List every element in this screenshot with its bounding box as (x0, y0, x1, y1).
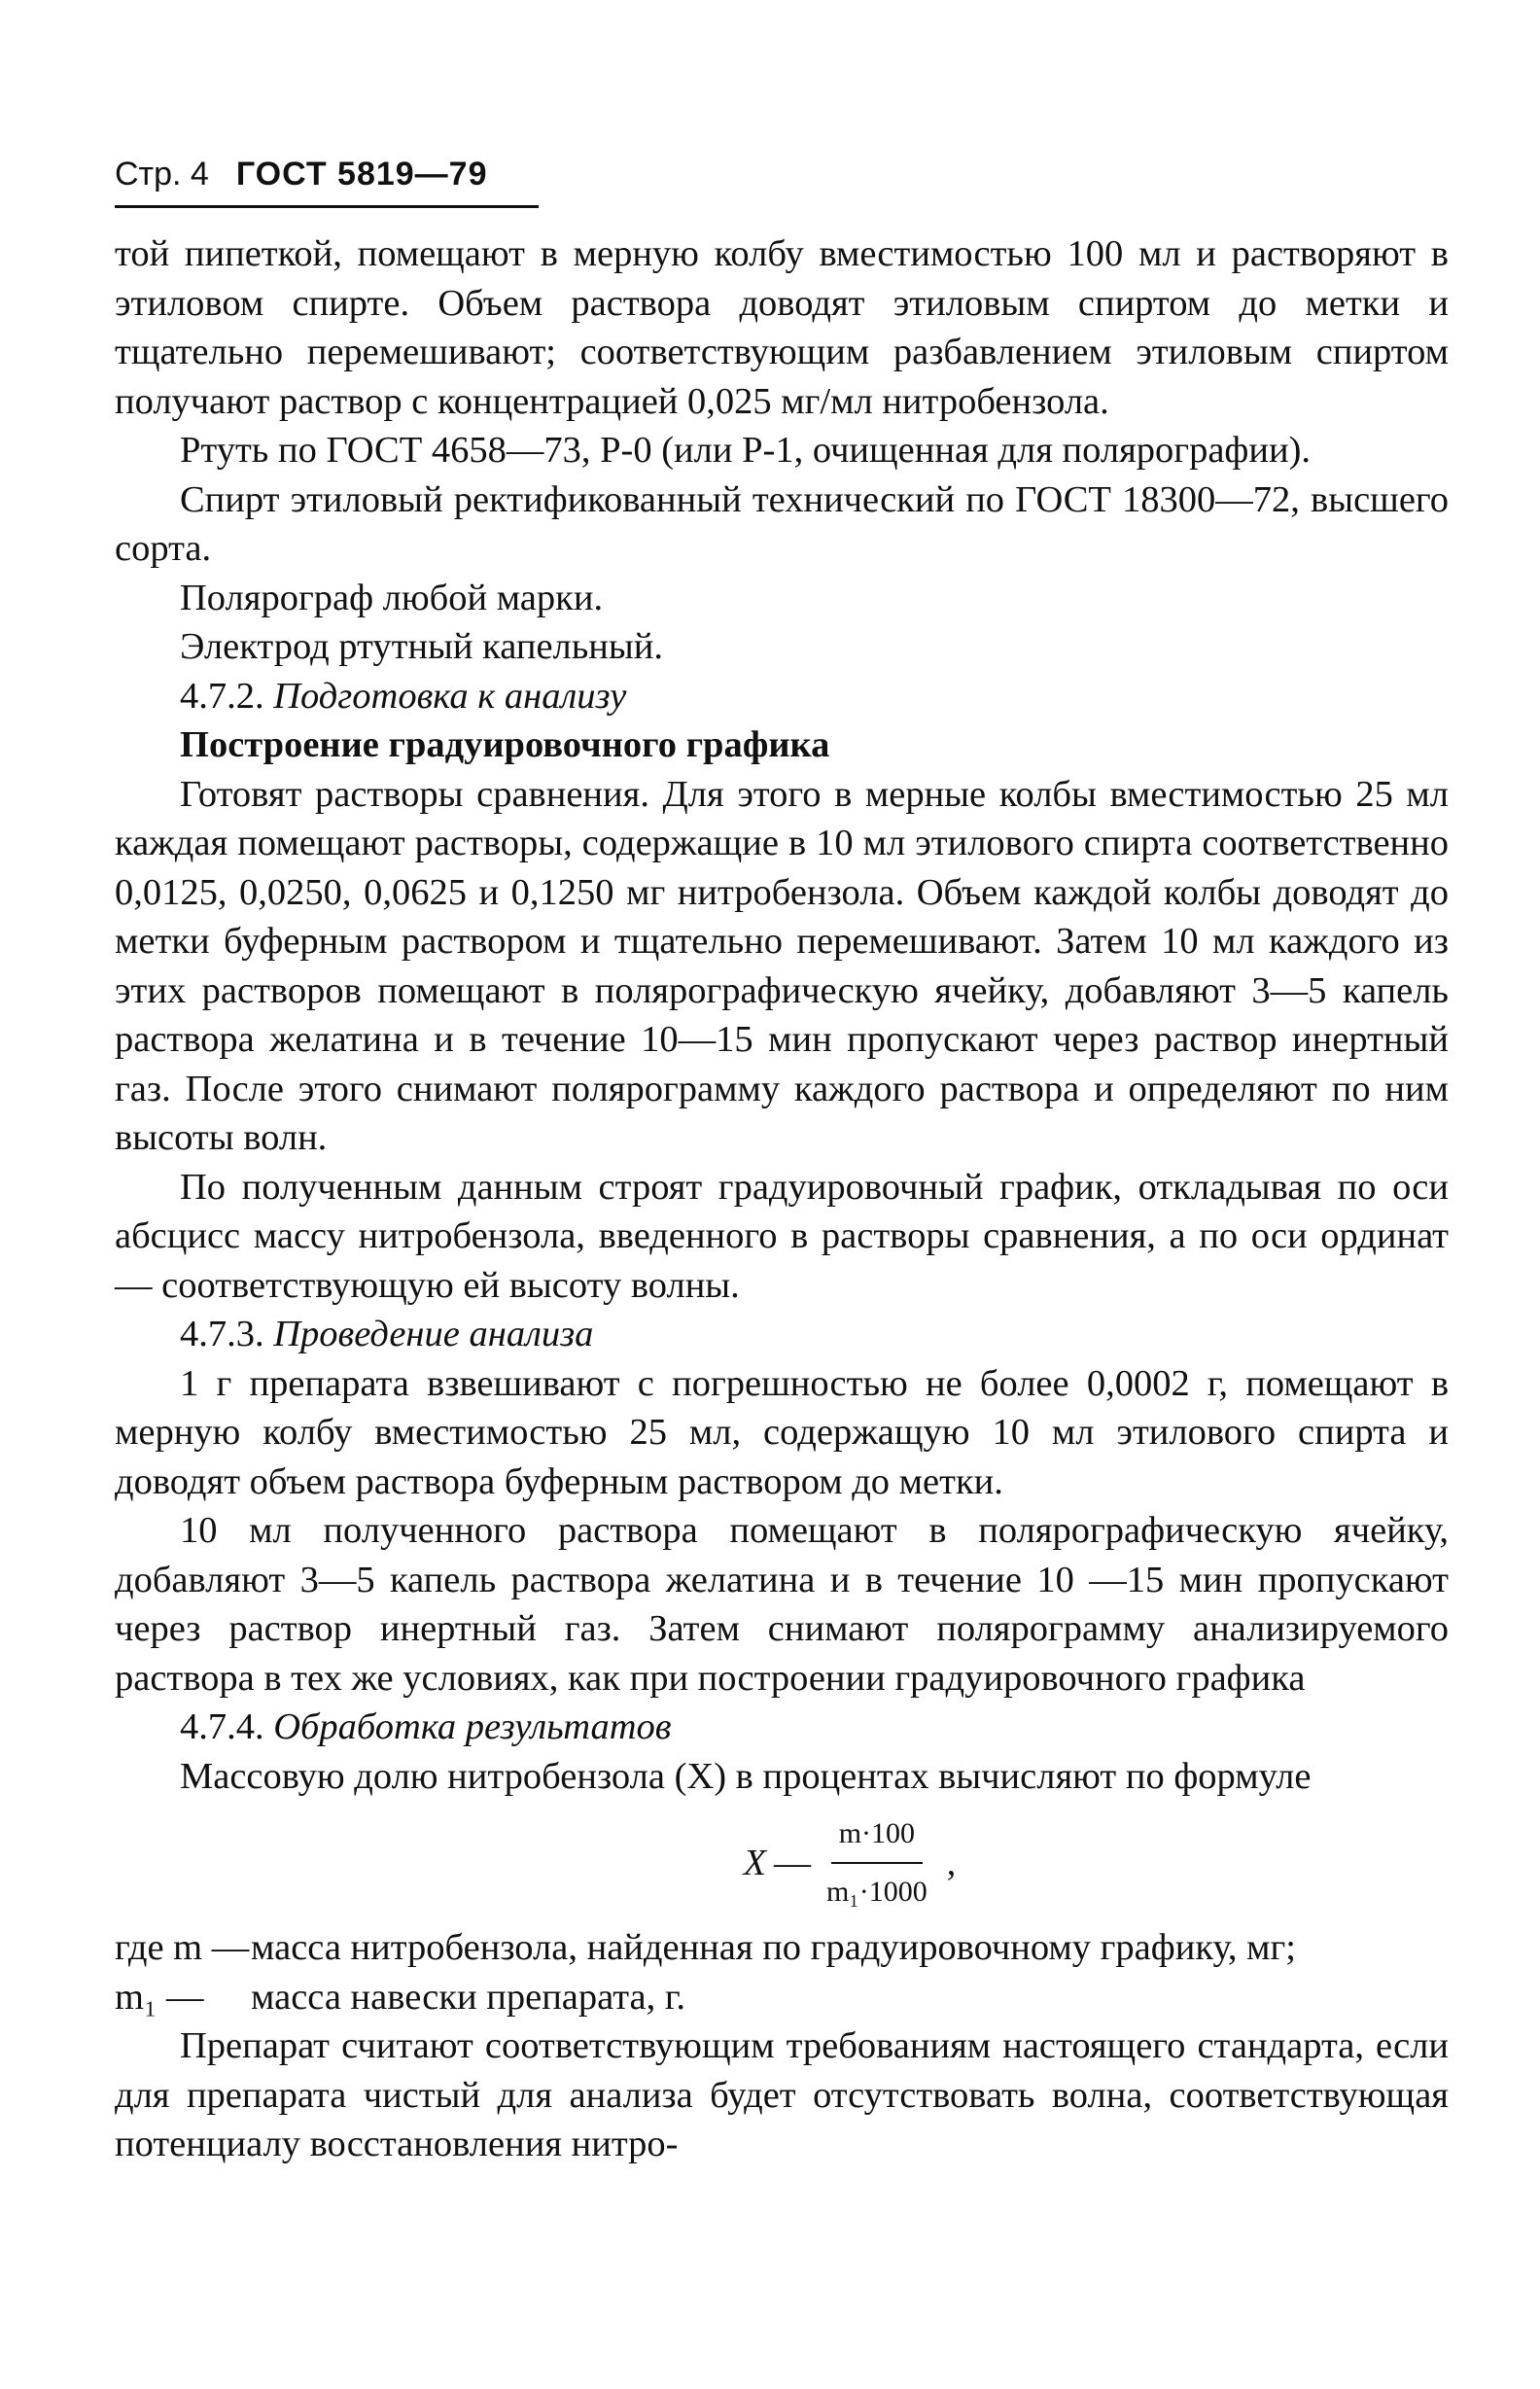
section-heading-4-7-4 (115, 1703, 1449, 1752)
section-title: Обработка результатов (273, 1706, 672, 1747)
section-number: 4.7.3. (180, 1314, 264, 1354)
paragraph: Массовую долю нитробензола (X) в процентах вычисляют по формуле (180, 1755, 1312, 1797)
document-page (115, 156, 1449, 2169)
paragraph: Готовят растворы сравнения. Для этого в мерные колбы вместимостью 25 мл каждая помещают растворы, содержащие в 10 мл этилового спирта соответственно 0,0125, 0,0250, 0,0625 и 0,1250 мг нитробензола. Объем каждой колбы доводят до метки буферным раствором и тщательно перемешивают. Затем 10 мл каждого из этих растворов помещают в полярографическую ячейку, добавляют 3—5 капель раствора желатина и в течение 10—15 мин пропускают через раствор инертный газ. После этого снимают полярограмму каждого раствора и определяют по ним высоты волн. (115, 773, 1449, 1158)
paragraph: Полярограф любой марки. (180, 577, 604, 618)
formula-lhs: X (743, 1842, 766, 1883)
paragraph: По полученным данным строят градуировочный график, откладывая по оси абсцисс массу нитробензола, введенного в растворы сравнения, а по оси ординат — соответствующую ей высоту волны. (115, 1166, 1449, 1306)
section-title: Проведение анализа (273, 1314, 594, 1354)
section-heading-4-7-2 (115, 672, 1449, 721)
formula-trailing: , (946, 1842, 957, 1883)
paragraph: 10 мл полученного раствора помещают в полярографическую ячейку, добавляют 3—5 капель раствора желатина и в течение 10 —15 мин пропускают через раствор инертный газ. Затем снимают полярограмму анализируемого раствора в тех же условиях, как при построении градуировочного графика (115, 1510, 1449, 1699)
formula (744, 1809, 957, 1917)
section-number: 4.7.2. (180, 675, 264, 717)
formula-numerator: m·100 (831, 1809, 923, 1865)
variable-label: где m — (115, 1927, 250, 1968)
variable-definitions (115, 1923, 1449, 2021)
formula-block (115, 1805, 1449, 1921)
variable-definition: масса навески препарата, г. (251, 1976, 685, 2018)
paragraph: Препарат считают соответствующим требованиям настоящего стандарта, если для препарата чистый для анализа будет отсутствовать волна, соответствующая потенциалу восстановления нитро- (115, 2025, 1449, 2164)
paragraph: 1 г препарата взвешивают с погрешностью не более 0,0002 г, помещают в мерную колбу вместимостью 25 мл, содержащую 10 мл этилового спирта и доводят объем раствора буферным раствором до метки. (115, 1362, 1449, 1502)
formula-equals: — (773, 1842, 811, 1883)
paragraph: той пипеткой, помещают в мерную колбу вместимостью 100 мл и растворяют в этиловом спирте. Объем раствора доводят этиловым спиртом до метки и тщательно перемешивают; соответствующим разбавлением этиловым спиртом получают раствор с концентрацией 0,025 мг/мл нитробензола. (115, 233, 1449, 422)
paragraph: Ртуть по ГОСТ 4658—73, Р-0 (или Р-1, очищенная для полярографии). (180, 430, 1312, 471)
variable-definition: масса нитробензола, найденная по градуировочному графику, мг; (251, 1927, 1296, 1968)
section-title: Подготовка к анализу (273, 675, 627, 717)
section-number: 4.7.4. (180, 1706, 264, 1747)
page-number: Стр. 4 (115, 156, 209, 193)
formula-denominator: m₁·1000 (825, 1876, 928, 1908)
paragraph: Спирт этиловый ректификованный технический по ГОСТ 18300—72, высшего сорта. (115, 478, 1449, 569)
formula-fraction (819, 1809, 935, 1917)
subsection-heading: Построение градуировочного графика (180, 724, 830, 765)
standard-code: ГОСТ 5819—79 (235, 156, 488, 193)
page-header (115, 156, 539, 208)
section-heading-4-7-3 (115, 1310, 1449, 1359)
variable-label: m₁ — (115, 1976, 204, 2018)
paragraph: Электрод ртутный капельный. (180, 626, 664, 667)
body-text (115, 229, 1449, 2169)
